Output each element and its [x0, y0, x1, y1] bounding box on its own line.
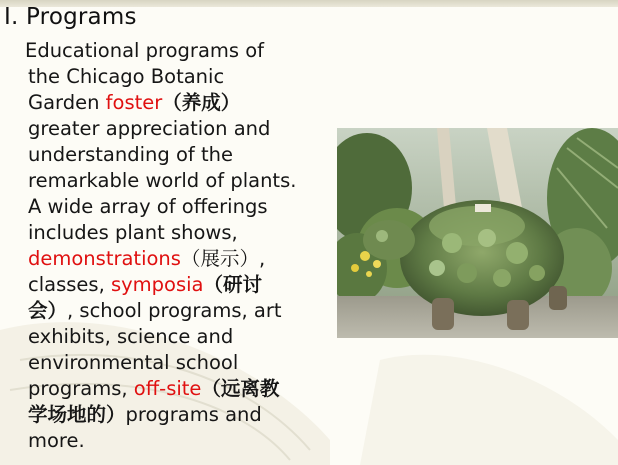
topiary-turtle-photo: [337, 128, 618, 338]
chinese-gloss: 学场地的）: [28, 403, 126, 426]
text-run: more.: [28, 429, 85, 452]
text-run: environmental school: [28, 351, 239, 374]
text-run: includes plant shows,: [28, 221, 238, 244]
text-run: Educational programs of: [25, 39, 265, 62]
slide-title: I. Programs: [4, 4, 137, 30]
text-run: greater appreciation and: [28, 117, 271, 140]
key-term-off-site: off-site: [133, 377, 202, 400]
key-term-demonstrations: demonstrations: [28, 247, 181, 270]
text-run: , school programs, art: [67, 299, 282, 322]
chinese-gloss: （远离教: [201, 377, 280, 400]
text-run: A wide array of offerings: [28, 195, 268, 218]
chinese-gloss: （展示）,: [180, 247, 266, 270]
text-run: understanding of the: [28, 143, 233, 166]
text-run: remarkable world of plants.: [28, 169, 297, 192]
text-run: the Chicago Botanic: [28, 65, 225, 88]
text-run: programs,: [28, 377, 134, 400]
key-term-foster: foster: [105, 91, 163, 114]
chinese-gloss: 会）: [28, 299, 68, 322]
text-run: classes,: [28, 273, 111, 296]
chinese-gloss: （养成）: [162, 91, 241, 114]
text-run: exhibits, science and: [28, 325, 234, 348]
chinese-gloss: （研讨: [203, 273, 263, 296]
key-term-symposia: symposia: [110, 273, 204, 296]
body-paragraph: [25, 38, 348, 454]
text-run: Garden: [28, 91, 106, 114]
text-run: programs and: [125, 403, 262, 426]
